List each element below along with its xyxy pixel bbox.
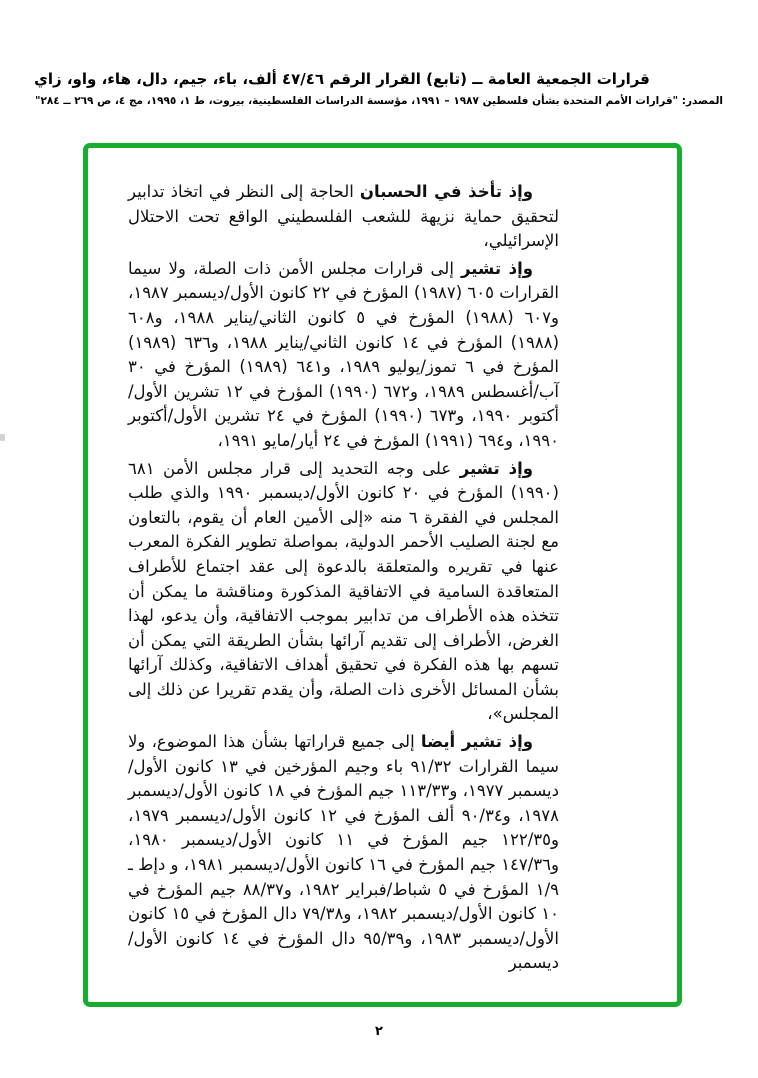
content-frame — [83, 143, 682, 1007]
page-title: قرارات الجمعية العامة ــ (تابع) القرار الرقم ٤٧/٤٦ ألف، باء، جيم، دال، هاء، واو، زاي — [34, 70, 650, 88]
paragraph — [128, 730, 559, 976]
paragraph-lead: وإذ تشير — [461, 258, 534, 278]
paragraph — [128, 457, 559, 728]
page-header — [0, 70, 758, 107]
paragraph-body: على وجه التحديد إلى قرار مجلس الأمن ٦٨١ (١٩٩٠) المؤرخ في ٢٠ كانون الأول/ديسمبر ١٩٩٠ والذي طلب المجلس في الفقرة ٦ منه «إلى الأمين العام أن يقوم، بالتعاون مع لجنة الصليب الأحمر الدولية، بمواصلة تطوير الفكرة المعرب عنها في تقريره والمتعلقة بالدعوة إلى عقد اجتماع للأطراف المتعاقدة السامية في الاتفاقية المذكورة ومناقشة ما يمكن أن تتخذه هذه الأطراف من تدابير بموجب الاتفاقية، وأن يدعو، لهذا الغرض، الأطراف إلى تقديم آرائها بشأن الطريقة التي يمكن أن تسهم بها هذه الفكرة في تحقيق أهداف الاتفاقية، وكذلك آرائها بشأن المسائل الأخرى ذات الصلة، وأن يقدم تقريرا عن ذلك إلى المجلس»، — [128, 458, 559, 724]
paragraph-body: الحاجة إلى النظر في اتخاذ تدابير لتحقيق حماية نزيهة للشعب الفلسطيني الواقع تحت الاحتلال الإسرائيلي، — [128, 182, 559, 251]
page-number: ٢ — [375, 1024, 383, 1039]
paragraph-body: إلى قرارات مجلس الأمن ذات الصلة، ولا سيما القرارات ٦٠٥ (١٩٨٧) المؤرخ في ٢٢ كانون الأول/ديسمبر ١٩٨٧، و٦٠٧ (١٩٨٨) المؤرخ في ٥ كانون الثاني/يناير ١٩٨٨، و٦٠٨ (١٩٨٨) المؤرخ في ١٤ كانون الثاني/يناير ١٩٨٨، و٦٣٦ (١٩٨٩) المؤرخ في ٦ تموز/يوليو ١٩٨٩، و٦٤١ (١٩٨٩) المؤرخ في ٣٠ آب/أغسطس ١٩٨٩، و٦٧٢ (١٩٩٠) المؤرخ في ١٢ تشرين الأول/أكتوبر ١٩٩٠، و٦٧٣ (١٩٩٠) المؤرخ في ٢٤ تشرين الأول/أكتوبر ١٩٩٠، و٦٩٤ (١٩٩١) المؤرخ في ٢٤ أيار/مايو ١٩٩١، — [128, 258, 560, 450]
scan-artifact-mark — [0, 434, 5, 441]
paragraph-lead: وإذ تأخذ في الحسبان — [359, 182, 533, 201]
paragraph-lead: وإذ تشير — [459, 458, 533, 478]
paragraph-lead: وإذ تشير أيضا — [420, 732, 533, 752]
paragraph-body: إلى جميع قراراتها بشأن هذا الموضوع، ولا سيما القرارات ٩١/٣٢ باء وجيم المؤرخين في ١٣ كانون الأول/ديسمبر ١٩٧٧، و١١٣/٣٣ جيم المؤرخ في ١٨ كانون الأول/ديسمبر ١٩٧٨، و٩٠/٣٤ ألف المؤرخ في ١٢ كانون الأول/ديسمبر ١٩٧٩، و١٢٢/٣٥ جيم المؤرخ في ١١ كانون الأول/ديسمبر ١٩٨٠، و١٤٧/٣٦ جيم المؤرخ في ١٦ كانون الأول/ديسمبر ١٩٨١، و دإط ـ ١/٩ المؤرخ في ٥ شباط/فبراير ١٩٨٢، و٨٨/٣٧ جيم المؤرخ في ١٠ كانون الأول/ديسمبر ١٩٨٢، و٧٩/٣٨ دال المؤرخ في ١٥ كانون الأول/ديسمبر ١٩٨٣، و٩٥/٣٩ دال المؤرخ في ١٤ كانون الأول/ديسمبر — [128, 732, 560, 973]
resolution-text — [128, 180, 559, 976]
source-citation: المصدر: "قرارات الأمم المتحدة بشأن فلسطين ١٩٨٧ – ١٩٩١، مؤسسة الدراسات الفلسطينية، بيروت، ط ١، ١٩٩٥، مج ٤، ص ٢٦٩ ــ ٢٨٤" — [35, 95, 723, 107]
paragraph — [128, 180, 559, 254]
paragraph — [128, 257, 559, 454]
